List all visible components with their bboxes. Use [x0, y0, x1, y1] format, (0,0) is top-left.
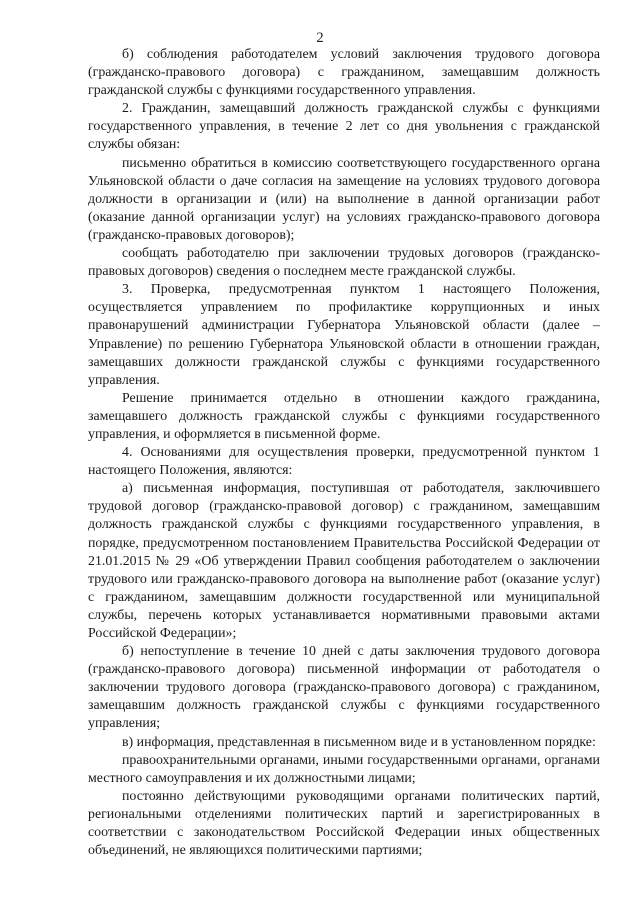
paragraph-apply-to-commission: письменно обратиться в комиссию соответствующего государственного органа Ульяновской области о даче согласия на замещение на условиях трудового договора должности в организации и (или) на выполнение в данной организации работ (оказание данной организации услуг) на условиях гражданско-правового договора (гражданско-правовых договоров);	[88, 155, 600, 243]
paragraph-inform-employer: сообщать работодателю при заключении трудовых договоров (гражданско-правовых договоров) сведения о последнем месте гражданской службы.	[88, 246, 600, 280]
paragraph-2-citizen-obligations: 2. Гражданин, замещавший должность гражданской службы с функциями государственного управления, в течение 2 лет со дня увольнения с гражданской службы обязан:	[88, 101, 600, 153]
document-body	[88, 46, 600, 860]
paragraph-4v-information: в) информация, представленная в письменном виде и в установленном порядке:	[122, 734, 596, 750]
paragraph-4b-non-receipt: б) непоступление в течение 10 дней с даты заключения трудового договора (гражданско-правового договора) письменной информации от работодателя о заключении трудового договора (гражданско-правового договора) с гражданином, замещавшим должность гражданской службы с функциями государственного управления;	[88, 644, 600, 732]
page-number: 2	[316, 30, 324, 46]
paragraph-4a-written-info: а) письменная информация, поступившая от работодателя, заключившего трудовой договор (гражданско-правовой договор) с гражданином, замещавшим должность гражданской службы с функциями государственного управления, в порядке, предусмотренном постановлением Правительства Российской Федерации от 21.01.2015 № 29 «Об утверждении Правил сообщения работодателем о заключении трудового или гражданско-правового договора на выполнение работ (оказание услуг) с гражданином, замещавшим должности государственной или муниципальной службы, перечень которых устанавливается нормативными правовыми актами Российской Федерации»;	[88, 481, 600, 641]
paragraph-4-grounds: 4. Основаниями для осуществления проверки, предусмотренной пунктом 1 настоящего Положения, являются:	[88, 445, 600, 479]
paragraph-decision: Решение принимается отдельно в отношении каждого гражданина, замещавшего должность гражданской службы с функциями государственного управления, и оформляется в письменной форме.	[88, 390, 600, 442]
paragraph-1b-employer-compliance: б) соблюдения работодателем условий заключения трудового договора (гражданско-правового договора) с гражданином, замещавшим должность гражданской службы с функциями государственного управления.	[88, 47, 600, 99]
paragraph-political-parties: постоянно действующими руководящими органами политических партий, региональными отделениями политических партий и зарегистрированных в соответствии с законодательством Российской Федерации иных общественных объединений, не являющихся политическими партиями;	[88, 788, 600, 859]
paragraph-3-verification: 3. Проверка, предусмотренная пунктом 1 настоящего Положения, осуществляется управлением по профилактике коррупционных и иных правонарушений администрации Губернатора Ульяновской области (далее – Управление) по решению Губернатора Ульяновской области в отношении граждан, замещавших должности гражданской службы с функциями государственного управления.	[88, 282, 600, 388]
paragraph-law-enforcement: правоохранительными органами, иными государственными органами, органами местного самоуправления и их должностными лицами;	[88, 752, 600, 786]
